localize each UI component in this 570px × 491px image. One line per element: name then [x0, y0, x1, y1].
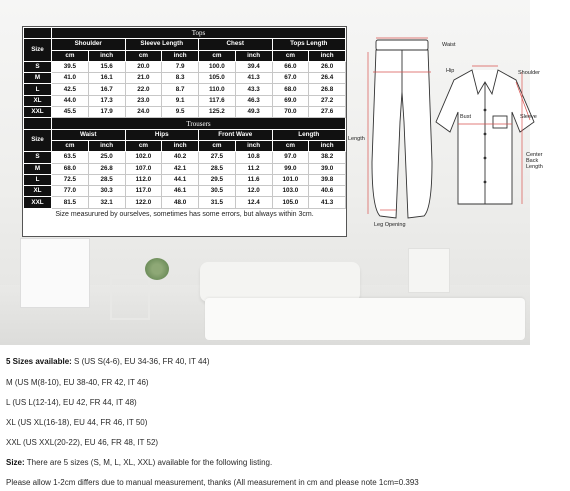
- value-cell: 26.8: [88, 163, 125, 174]
- table-row: [24, 107, 346, 118]
- value-cell: 77.0: [52, 186, 89, 197]
- size-summary-line: Size: There are 5 sizes (S, M, L, XL, XXL) available for the following listing.: [6, 458, 273, 467]
- value-cell: 9.5: [162, 107, 199, 118]
- unit-header-cell: inch: [162, 140, 199, 151]
- unit-header-cell: cm: [199, 50, 236, 61]
- value-cell: 67.0: [272, 73, 309, 84]
- value-cell: 26.8: [309, 84, 346, 95]
- value-cell: 100.0: [199, 61, 236, 72]
- value-cell: 8.7: [162, 84, 199, 95]
- value-cell: 27.6: [309, 107, 346, 118]
- value-cell: 21.0: [125, 73, 162, 84]
- value-cell: 39.4: [235, 61, 272, 72]
- unit-header-cell: inch: [88, 50, 125, 61]
- size-cell: L: [24, 174, 52, 185]
- value-cell: 117.6: [199, 95, 236, 106]
- group-header-row: [24, 129, 346, 140]
- table-row: [24, 197, 346, 208]
- size-cell: XXL: [24, 197, 52, 208]
- size-line-m: M (US M(8-10), EU 38-40, FR 42, IT 46): [6, 378, 149, 387]
- value-cell: 8.3: [162, 73, 199, 84]
- value-cell: 12.4: [235, 197, 272, 208]
- size-table: [23, 27, 346, 209]
- value-cell: 25.0: [88, 152, 125, 163]
- garment-diagram: [346, 32, 546, 232]
- value-cell: 81.5: [52, 197, 89, 208]
- value-cell: 30.5: [199, 186, 236, 197]
- measurement-note-line: Please allow 1-2cm differs due to manual measurement, thanks (All measurement in cm and please note 1cm=0.393: [6, 478, 419, 487]
- unit-header-cell: cm: [272, 140, 309, 151]
- group-header-cell: Waist: [52, 129, 126, 140]
- table-row: [24, 186, 346, 197]
- sleeve-label: Sleeve: [520, 114, 537, 120]
- size-cell: L: [24, 84, 52, 95]
- length-label: Length: [348, 136, 365, 142]
- value-cell: 23.0: [125, 95, 162, 106]
- group-header-cell: Front Wave: [199, 129, 273, 140]
- unit-header-cell: cm: [199, 140, 236, 151]
- waist-label: Waist: [442, 42, 456, 48]
- table-row: [24, 152, 346, 163]
- leg-opening-label: Leg Opening: [374, 222, 406, 228]
- group-header-cell: Tops Length: [272, 39, 346, 50]
- shirt-button: [484, 181, 487, 184]
- value-cell: 9.1: [162, 95, 199, 106]
- trousers-outline: [372, 40, 432, 218]
- unit-header-cell: inch: [309, 140, 346, 151]
- value-cell: 125.2: [199, 107, 236, 118]
- value-cell: 41.0: [52, 73, 89, 84]
- value-cell: 102.0: [125, 152, 162, 163]
- value-cell: 44.1: [162, 174, 199, 185]
- section-title-row: [24, 28, 346, 39]
- value-cell: 26.0: [309, 61, 346, 72]
- size-line-l: L (US L(12-14), EU 42, FR 44, IT 48): [6, 398, 137, 407]
- size-cell: M: [24, 73, 52, 84]
- value-cell: 66.0: [272, 61, 309, 72]
- value-cell: 39.8: [309, 174, 346, 185]
- room-side-table: [110, 275, 150, 320]
- value-cell: 30.3: [88, 186, 125, 197]
- size-cell: S: [24, 61, 52, 72]
- title-spacer-cell: [24, 118, 52, 129]
- unit-header-cell: cm: [52, 140, 89, 151]
- table-row: [24, 163, 346, 174]
- room-sofa: [200, 262, 360, 302]
- size-line-xl: XL (US XL(16-18), EU 44, FR 46, IT 50): [6, 418, 148, 427]
- unit-header-cell: inch: [235, 140, 272, 151]
- unit-header-row: [24, 50, 346, 61]
- room-shelf: [408, 248, 450, 293]
- size-chart-note: Size measurured by ourselves, sometimes has some errors, but always within 3cm.: [55, 210, 314, 218]
- value-cell: 44.0: [52, 95, 89, 106]
- value-cell: 32.1: [88, 197, 125, 208]
- group-header-cell: Length: [272, 129, 346, 140]
- value-cell: 38.2: [309, 152, 346, 163]
- trousers-waistband: [376, 40, 428, 50]
- group-header-row: [24, 39, 346, 50]
- value-cell: 40.6: [309, 186, 346, 197]
- sizes-available-line: 5 Sizes available: S (US S(4-6), EU 34-36, FR 40, IT 44): [6, 357, 210, 366]
- unit-header-cell: inch: [309, 50, 346, 61]
- value-cell: 117.0: [125, 186, 162, 197]
- value-cell: 110.0: [199, 84, 236, 95]
- value-cell: 68.0: [52, 163, 89, 174]
- garment-diagram-svg: [346, 32, 546, 232]
- unit-header-cell: inch: [162, 50, 199, 61]
- section-title: Trousers: [52, 118, 346, 129]
- value-cell: 31.5: [199, 197, 236, 208]
- value-cell: 27.2: [309, 95, 346, 106]
- value-cell: 42.1: [162, 163, 199, 174]
- group-header-cell: Hips: [125, 129, 199, 140]
- unit-header-cell: inch: [235, 50, 272, 61]
- size-cell: S: [24, 152, 52, 163]
- bust-label: Bust: [460, 114, 472, 120]
- value-cell: 69.0: [272, 95, 309, 106]
- value-cell: 26.4: [309, 73, 346, 84]
- value-cell: 20.0: [125, 61, 162, 72]
- value-cell: 105.0: [199, 73, 236, 84]
- value-cell: 45.5: [52, 107, 89, 118]
- size-cell: XL: [24, 95, 52, 106]
- value-cell: 101.0: [272, 174, 309, 185]
- center-back-length-label: Center Back Length: [526, 152, 543, 170]
- size-cell: XL: [24, 186, 52, 197]
- shirt-button: [484, 109, 487, 112]
- room-plant: [145, 258, 169, 280]
- size-header-cell: Size: [24, 129, 52, 152]
- value-cell: 122.0: [125, 197, 162, 208]
- value-cell: 72.5: [52, 174, 89, 185]
- room-bed: [205, 298, 525, 340]
- value-cell: 29.5: [199, 174, 236, 185]
- unit-header-cell: cm: [272, 50, 309, 61]
- value-cell: 17.3: [88, 95, 125, 106]
- table-row: [24, 174, 346, 185]
- value-cell: 99.0: [272, 163, 309, 174]
- unit-header-row: [24, 140, 346, 151]
- value-cell: 107.0: [125, 163, 162, 174]
- trousers-table: [24, 118, 346, 208]
- value-cell: 11.6: [235, 174, 272, 185]
- value-cell: 41.3: [235, 73, 272, 84]
- table-row: [24, 84, 346, 95]
- value-cell: 7.9: [162, 61, 199, 72]
- shirt-button: [484, 133, 487, 136]
- value-cell: 28.5: [88, 174, 125, 185]
- value-cell: 42.5: [52, 84, 89, 95]
- unit-header-cell: cm: [125, 50, 162, 61]
- value-cell: 16.7: [88, 84, 125, 95]
- value-cell: 97.0: [272, 152, 309, 163]
- value-cell: 39.5: [52, 61, 89, 72]
- size-line-xxl: XXL (US XXL(20-22), EU 46, FR 48, IT 52): [6, 438, 159, 447]
- table-row: [24, 61, 346, 72]
- value-cell: 16.1: [88, 73, 125, 84]
- section-title-row: [24, 118, 346, 129]
- group-header-cell: Chest: [199, 39, 273, 50]
- value-cell: 28.5: [199, 163, 236, 174]
- size-cell: M: [24, 163, 52, 174]
- value-cell: 41.3: [309, 197, 346, 208]
- value-cell: 10.8: [235, 152, 272, 163]
- title-spacer-cell: [24, 28, 52, 39]
- value-cell: 43.3: [235, 84, 272, 95]
- shirt-pocket: [493, 116, 507, 128]
- value-cell: 105.0: [272, 197, 309, 208]
- value-cell: 46.1: [162, 186, 199, 197]
- value-cell: 103.0: [272, 186, 309, 197]
- value-cell: 63.5: [52, 152, 89, 163]
- value-cell: 24.0: [125, 107, 162, 118]
- size-chart: [22, 26, 347, 237]
- hip-label: Hip: [446, 68, 455, 74]
- unit-header-cell: cm: [52, 50, 89, 61]
- value-cell: 49.3: [235, 107, 272, 118]
- table-row: [24, 95, 346, 106]
- room-window: [20, 238, 90, 308]
- size-cell: XXL: [24, 107, 52, 118]
- group-header-cell: Shoulder: [52, 39, 126, 50]
- value-cell: 70.0: [272, 107, 309, 118]
- value-cell: 11.2: [235, 163, 272, 174]
- unit-header-cell: inch: [88, 140, 125, 151]
- shoulder-label: Shoulder: [518, 70, 541, 76]
- value-cell: 22.0: [125, 84, 162, 95]
- value-cell: 27.5: [199, 152, 236, 163]
- value-cell: 40.2: [162, 152, 199, 163]
- value-cell: 48.0: [162, 197, 199, 208]
- shirt-button: [484, 157, 487, 160]
- value-cell: 112.0: [125, 174, 162, 185]
- size-header-cell: Size: [24, 39, 52, 62]
- unit-header-cell: cm: [125, 140, 162, 151]
- tops-table: [24, 28, 346, 118]
- value-cell: 39.0: [309, 163, 346, 174]
- value-cell: 17.9: [88, 107, 125, 118]
- section-title: Tops: [52, 28, 346, 39]
- value-cell: 12.0: [235, 186, 272, 197]
- table-row: [24, 73, 346, 84]
- group-header-cell: Sleeve Length: [125, 39, 199, 50]
- value-cell: 15.6: [88, 61, 125, 72]
- value-cell: 46.3: [235, 95, 272, 106]
- value-cell: 68.0: [272, 84, 309, 95]
